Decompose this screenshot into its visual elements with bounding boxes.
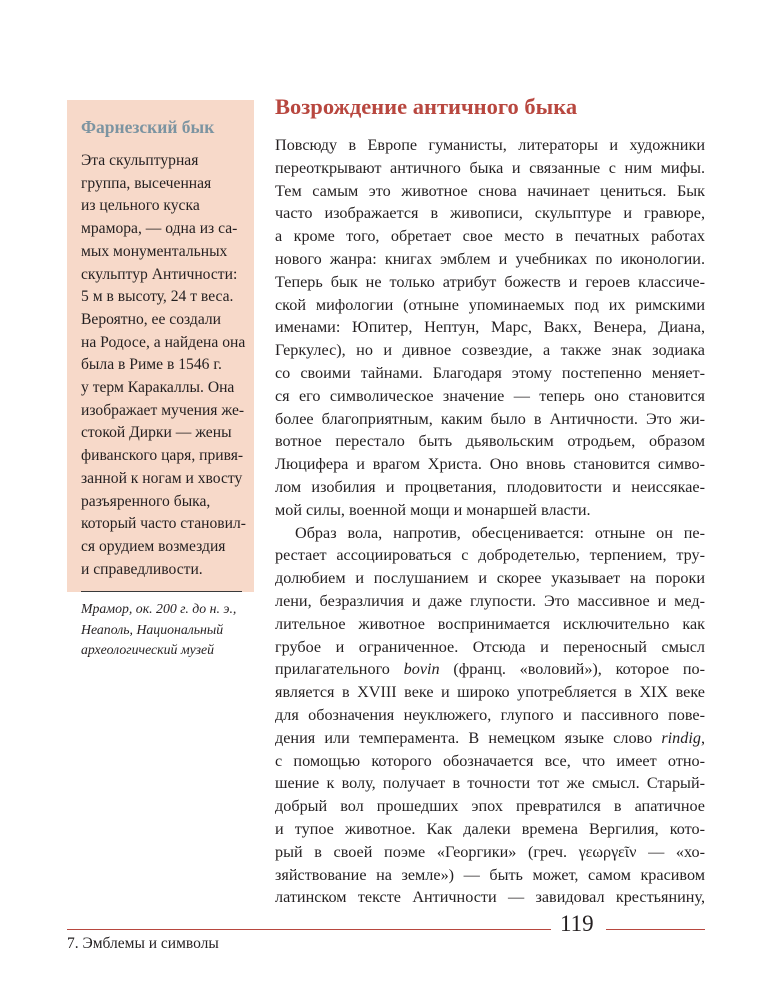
sidebar-box xyxy=(67,100,254,658)
article-line: для обозначения неуклюжего, глупого и пассивного пове- xyxy=(275,705,705,724)
sidebar-divider xyxy=(81,591,242,592)
article-line: переоткрывают античного быка и связанные с ним мифы. xyxy=(275,158,705,177)
caption-line: Мрамор, ок. 200 г. до н. э., xyxy=(81,601,237,617)
sidebar-line: Эта скульптурная xyxy=(81,152,199,169)
article-line: Геркулес), но и дивное созвездие, а также знак зодиака xyxy=(275,341,705,360)
sidebar-line: который часто становил- xyxy=(81,515,246,533)
sidebar-line: была в Риме в 1546 г. xyxy=(81,356,222,374)
article-line: Тем самым это животное снова начинает цениться. Бык xyxy=(275,181,705,200)
article-line: именами: Юпитер, Нептун, Марс, Вакх, Венера, Диана, xyxy=(275,318,705,337)
article-line: часто изображается в живописи, скульптуре и гравюре, xyxy=(275,204,705,223)
article-line: латинском тексте Античности — завидовал крестьянину, xyxy=(275,888,705,907)
sidebar-title: Фарнезский бык xyxy=(81,117,215,137)
sidebar-line: из цельного куска xyxy=(81,197,200,215)
article-line: грубое и ограниченное. Отсюда и переносный смысл xyxy=(275,637,705,656)
article-line: лени, безразличия и даже глупости. Это массивное и мед- xyxy=(275,591,705,610)
article-body xyxy=(275,134,705,909)
sidebar-text xyxy=(81,150,246,581)
sidebar-line: мых монументальных xyxy=(81,242,228,260)
sidebar-line: ся орудием возмездия xyxy=(81,537,226,555)
foreign-term: rindig xyxy=(661,728,701,747)
sidebar-line: стокой Дирки — жены xyxy=(81,424,232,442)
caption-line: археологический музей xyxy=(81,642,215,658)
article-line: ской мифологии (отныне упоминаемых под их римскими xyxy=(275,295,705,314)
article-line: с помощью которого обозначается все, что имеет отно- xyxy=(275,751,705,770)
page-number: 119 xyxy=(560,911,594,936)
sidebar-line: мрамора, — одна из са- xyxy=(81,220,238,238)
footer-rule-left xyxy=(67,929,551,930)
sidebar-line: на Родосе, а найдена она xyxy=(81,333,246,351)
article-line: Образ вола, напротив, обесценивается: отныне он пе- xyxy=(295,523,705,542)
article-line: лом изобилия и процветания, плодовитости и неиссякае- xyxy=(275,477,705,496)
article-line: Люцифера и врагом Христа. Оно вновь становится симво- xyxy=(275,455,705,474)
article-title: Возрождение античного быка xyxy=(275,94,578,119)
sidebar-line: у терм Каракаллы. Она xyxy=(81,379,235,397)
article-line: лительное животное воспринимается исключительно как xyxy=(275,614,705,633)
article-line: ся его символическое значение — теперь оно становится xyxy=(275,386,705,405)
article-line: Теперь бык не только атрибут божеств и героев классиче- xyxy=(275,272,705,291)
article-line: со своими тайнами. Благодаря этому постепенно меняет- xyxy=(275,363,705,382)
sidebar-line: фиванского царя, привя- xyxy=(81,447,244,465)
article-line: является в XVIII веке и широко употребляется в XIX веке xyxy=(275,683,705,702)
chapter-title: 7. Эмблемы и символы xyxy=(67,935,219,952)
sidebar-line: изображает мучения же- xyxy=(81,401,245,419)
caption-line: Неаполь, Национальный xyxy=(81,621,224,637)
sidebar-line: 5 м в высоту, 24 т веса. xyxy=(81,288,234,306)
article-line: дения или темперамента. В немецком языке слово rindig, xyxy=(275,728,705,747)
sidebar-line: и справедливости. xyxy=(81,560,203,578)
article-line: прилагательного bovin (франц. «воловий»), которое по- xyxy=(275,660,705,679)
footer-rule-right xyxy=(606,929,705,930)
sidebar-line: Вероятно, ее создали xyxy=(81,310,222,328)
article-line: зяйствование на земле») — быть может, самом красивом xyxy=(275,865,705,884)
foreign-term: bovin xyxy=(403,660,440,679)
article-line: рый в своей поэме «Георгики» (греч. γεωργεῖν — «хо- xyxy=(275,842,705,861)
article-line: вотное перестало быть дьявольским отродьем, образом xyxy=(275,432,705,451)
article-line: рестает ассоциироваться с добродетелью, терпением, тру- xyxy=(275,546,705,565)
article-line: и тупое животное. Как далеки времена Вергилия, кото- xyxy=(275,819,705,838)
article-line: добрый вол прошедших эпох превратился в апатичное xyxy=(275,797,705,816)
article-line: а кроме того, обретает свое место в печатных работах xyxy=(275,227,705,246)
article-line: долюбием и послушанием и скорее указывает на пороки xyxy=(275,569,705,588)
article-line: нового жанра: книгах эмблем и учебниках по иконологии. xyxy=(275,249,705,268)
sidebar-line: занной к ногам и хвосту xyxy=(81,469,243,487)
article-line: более благоприятным, каким было в Античности. Это жи- xyxy=(275,409,705,428)
sidebar-line: разъяренного быка, xyxy=(81,492,211,510)
sidebar-caption xyxy=(81,599,242,661)
article-line: Повсюду в Европе гуманисты, литераторы и художники xyxy=(275,136,705,154)
sidebar-line: скульптур Античности: xyxy=(81,265,238,283)
article-line: мой силы, военной мощи и монаршей власти. xyxy=(275,500,591,519)
sidebar-line: группа, высеченная xyxy=(81,174,212,192)
article-line: шение к волу, получает в точности тот же смысл. Старый- xyxy=(275,774,705,793)
